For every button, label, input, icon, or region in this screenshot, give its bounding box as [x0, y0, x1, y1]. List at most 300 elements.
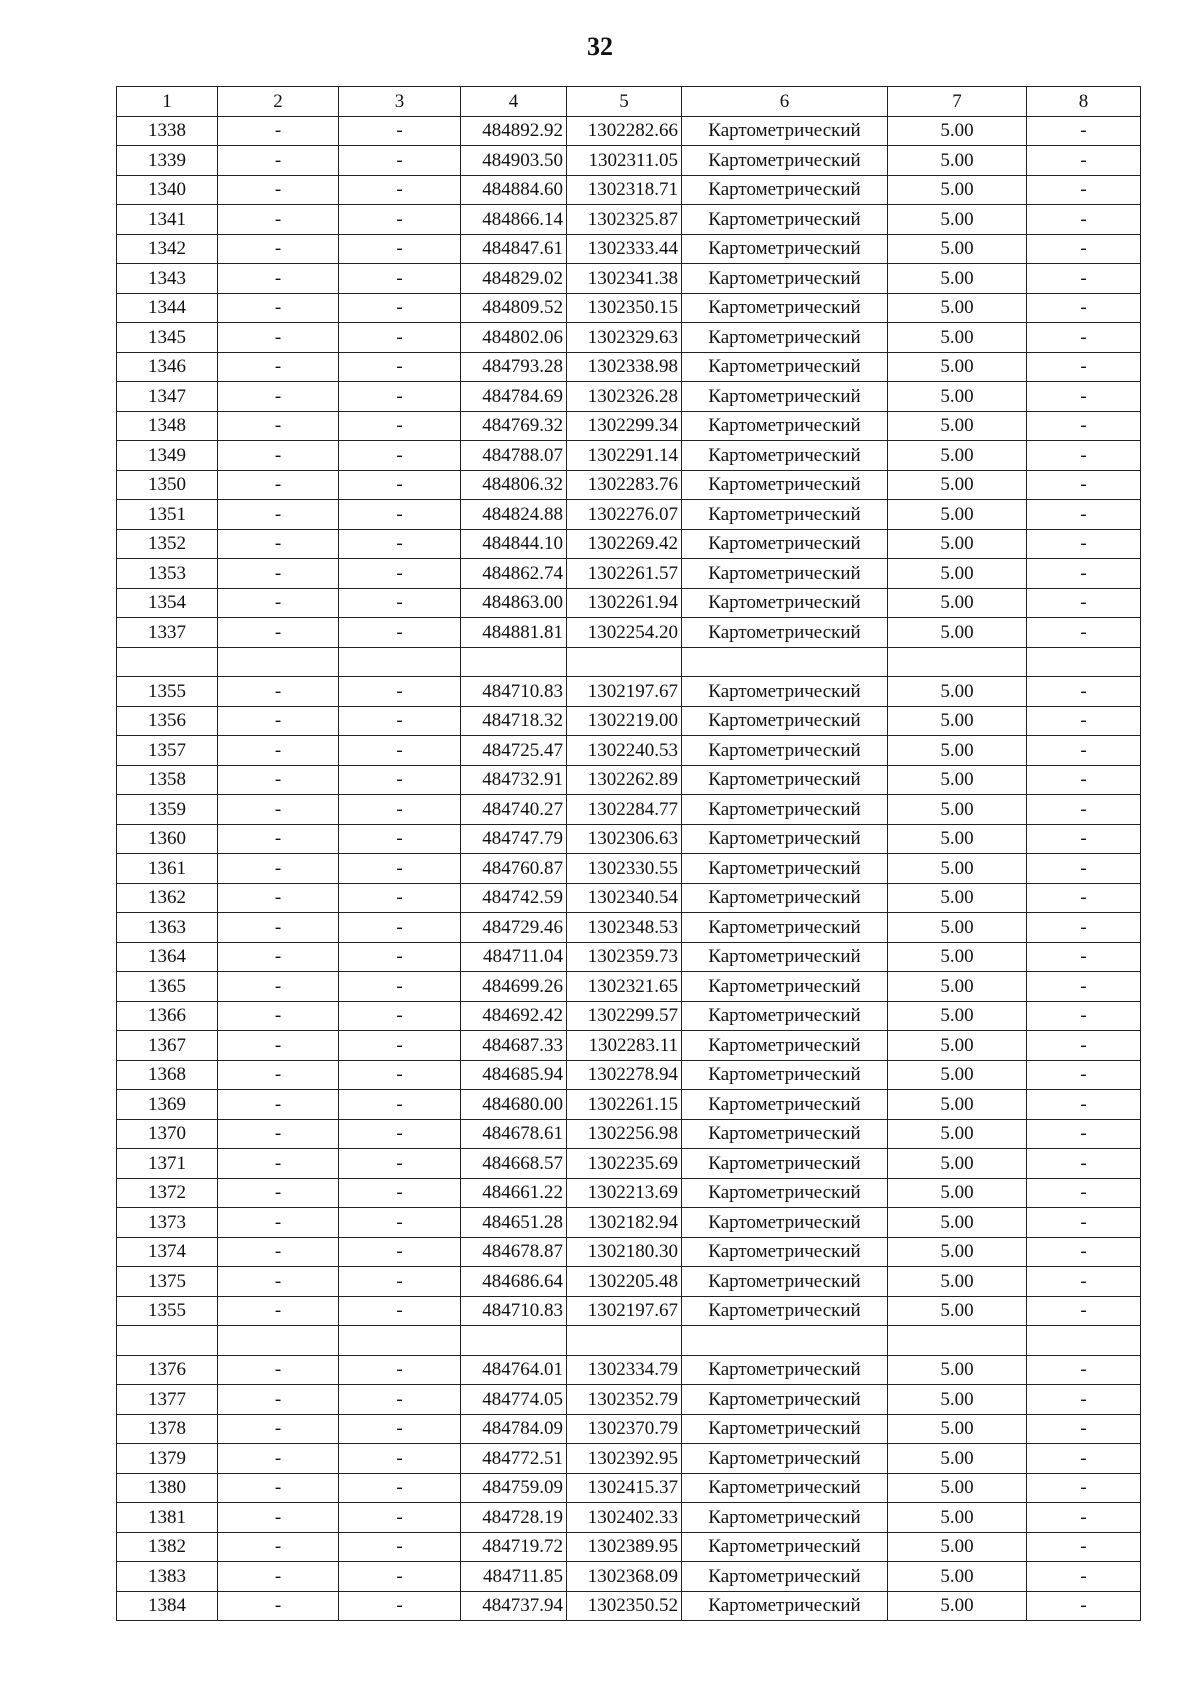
table-row [117, 323, 1141, 353]
point-number: 1338 [117, 116, 218, 146]
col-8-value: - [1027, 1090, 1141, 1120]
y-coordinate: 1302389.95 [567, 1532, 682, 1562]
col-2-value: - [218, 1149, 339, 1179]
col-2-value: - [218, 293, 339, 323]
point-number: 1378 [117, 1414, 218, 1444]
col-3-value: - [339, 736, 461, 766]
table-row [117, 1237, 1141, 1267]
col-8-value: - [1027, 382, 1141, 412]
col-3-value: - [339, 352, 461, 382]
point-number: 1339 [117, 146, 218, 176]
col-8-value: - [1027, 618, 1141, 648]
method: Картометрический [682, 1001, 888, 1031]
point-number: 1343 [117, 264, 218, 294]
accuracy: 5.00 [888, 1414, 1027, 1444]
x-coordinate: 484866.14 [461, 205, 567, 235]
point-number: 1355 [117, 1296, 218, 1326]
method: Картометрический [682, 618, 888, 648]
y-coordinate: 1302213.69 [567, 1178, 682, 1208]
y-coordinate: 1302325.87 [567, 205, 682, 235]
y-coordinate: 1302334.79 [567, 1355, 682, 1385]
col-3-value: - [339, 1562, 461, 1592]
x-coordinate: 484809.52 [461, 293, 567, 323]
method: Картометрический [682, 559, 888, 589]
point-number: 1363 [117, 913, 218, 943]
method [682, 647, 888, 677]
col-3-value: - [339, 175, 461, 205]
x-coordinate: 484802.06 [461, 323, 567, 353]
col-3-value: - [339, 824, 461, 854]
method: Картометрический [682, 323, 888, 353]
y-coordinate: 1302321.65 [567, 972, 682, 1002]
x-coordinate: 484788.07 [461, 441, 567, 471]
col-2-value: - [218, 824, 339, 854]
accuracy: 5.00 [888, 1090, 1027, 1120]
x-coordinate: 484678.87 [461, 1237, 567, 1267]
table-row [117, 1591, 1141, 1621]
y-coordinate: 1302256.98 [567, 1119, 682, 1149]
point-number: 1364 [117, 942, 218, 972]
method: Картометрический [682, 175, 888, 205]
coordinates-table [116, 86, 1141, 1621]
accuracy: 5.00 [888, 470, 1027, 500]
x-coordinate: 484784.69 [461, 382, 567, 412]
col-8-value: - [1027, 913, 1141, 943]
method: Картометрический [682, 382, 888, 412]
table-row [117, 972, 1141, 1002]
method: Картометрический [682, 1237, 888, 1267]
col-8-value: - [1027, 1591, 1141, 1621]
col-2-value: - [218, 1060, 339, 1090]
accuracy: 5.00 [888, 1562, 1027, 1592]
accuracy: 5.00 [888, 175, 1027, 205]
col-8-value: - [1027, 1532, 1141, 1562]
x-coordinate: 484747.79 [461, 824, 567, 854]
point-number: 1371 [117, 1149, 218, 1179]
col-2-value: - [218, 736, 339, 766]
col-2-value: - [218, 1178, 339, 1208]
x-coordinate: 484692.42 [461, 1001, 567, 1031]
col-2-value [218, 647, 339, 677]
method: Картометрический [682, 1503, 888, 1533]
col-2-value: - [218, 470, 339, 500]
col-3-value: - [339, 1237, 461, 1267]
table-row [117, 1473, 1141, 1503]
method: Картометрический [682, 1296, 888, 1326]
method: Картометрический [682, 913, 888, 943]
table-row [117, 1090, 1141, 1120]
table-row [117, 559, 1141, 589]
y-coordinate: 1302180.30 [567, 1237, 682, 1267]
x-coordinate: 484884.60 [461, 175, 567, 205]
y-coordinate: 1302283.76 [567, 470, 682, 500]
col-2-value: - [218, 1119, 339, 1149]
y-coordinate: 1302197.67 [567, 1296, 682, 1326]
method: Картометрический [682, 824, 888, 854]
col-8-value: - [1027, 529, 1141, 559]
col-3-value: - [339, 146, 461, 176]
col-8-value: - [1027, 1178, 1141, 1208]
method: Картометрический [682, 765, 888, 795]
col-8-value: - [1027, 588, 1141, 618]
method: Картометрический [682, 1208, 888, 1238]
header-row [117, 87, 1141, 117]
x-coordinate: 484862.74 [461, 559, 567, 589]
accuracy: 5.00 [888, 1237, 1027, 1267]
point-number: 1376 [117, 1355, 218, 1385]
col-3-value: - [339, 470, 461, 500]
y-coordinate: 1302205.48 [567, 1267, 682, 1297]
y-coordinate: 1302261.57 [567, 559, 682, 589]
col-8-value: - [1027, 1001, 1141, 1031]
accuracy: 5.00 [888, 441, 1027, 471]
col-2-value: - [218, 942, 339, 972]
table-row [117, 411, 1141, 441]
col-3-value: - [339, 1267, 461, 1297]
point-number: 1362 [117, 883, 218, 913]
table-row [117, 1444, 1141, 1474]
x-coordinate: 484806.32 [461, 470, 567, 500]
col-3-value: - [339, 1444, 461, 1474]
col-2-value: - [218, 411, 339, 441]
x-coordinate: 484678.61 [461, 1119, 567, 1149]
table-row [117, 824, 1141, 854]
y-coordinate: 1302299.57 [567, 1001, 682, 1031]
col-3-value: - [339, 913, 461, 943]
x-coordinate: 484687.33 [461, 1031, 567, 1061]
method: Картометрический [682, 677, 888, 707]
y-coordinate: 1302370.79 [567, 1414, 682, 1444]
col-8-value: - [1027, 1060, 1141, 1090]
x-coordinate: 484793.28 [461, 352, 567, 382]
x-coordinate: 484737.94 [461, 1591, 567, 1621]
point-number: 1359 [117, 795, 218, 825]
x-coordinate: 484718.32 [461, 706, 567, 736]
col-3-value: - [339, 1532, 461, 1562]
table-row [117, 1149, 1141, 1179]
table-row [117, 1355, 1141, 1385]
x-coordinate [461, 1326, 567, 1356]
col-2-value: - [218, 1267, 339, 1297]
y-coordinate: 1302341.38 [567, 264, 682, 294]
accuracy: 5.00 [888, 559, 1027, 589]
col-8-value: - [1027, 1355, 1141, 1385]
col-8-value: - [1027, 736, 1141, 766]
point-number: 1381 [117, 1503, 218, 1533]
col-3-value: - [339, 1001, 461, 1031]
col-3-value: - [339, 1296, 461, 1326]
point-number: 1377 [117, 1385, 218, 1415]
col-3-value: - [339, 293, 461, 323]
x-coordinate: 484742.59 [461, 883, 567, 913]
x-coordinate: 484764.01 [461, 1355, 567, 1385]
col-3-value: - [339, 411, 461, 441]
point-number: 1340 [117, 175, 218, 205]
accuracy: 5.00 [888, 795, 1027, 825]
col-8-value: - [1027, 500, 1141, 530]
y-coordinate: 1302338.98 [567, 352, 682, 382]
point-number: 1344 [117, 293, 218, 323]
col-3-value: - [339, 765, 461, 795]
table-row [117, 116, 1141, 146]
col-2-value: - [218, 352, 339, 382]
x-coordinate: 484685.94 [461, 1060, 567, 1090]
point-number: 1342 [117, 234, 218, 264]
col-8-value: - [1027, 559, 1141, 589]
col-2-value: - [218, 854, 339, 884]
col-3-value: - [339, 706, 461, 736]
col-2-value: - [218, 1090, 339, 1120]
col-8-value: - [1027, 441, 1141, 471]
y-coordinate: 1302197.67 [567, 677, 682, 707]
point-number: 1360 [117, 824, 218, 854]
x-coordinate [461, 647, 567, 677]
col-8-value: - [1027, 411, 1141, 441]
table-row [117, 234, 1141, 264]
col-2-value: - [218, 1444, 339, 1474]
col-2-value: - [218, 500, 339, 530]
method: Картометрический [682, 500, 888, 530]
col-2-value: - [218, 1001, 339, 1031]
table-row [117, 913, 1141, 943]
method [682, 1326, 888, 1356]
col-8-value: - [1027, 234, 1141, 264]
point-number: 1356 [117, 706, 218, 736]
col-2-value: - [218, 1208, 339, 1238]
y-coordinate: 1302291.14 [567, 441, 682, 471]
accuracy: 5.00 [888, 1119, 1027, 1149]
method: Картометрический [682, 352, 888, 382]
method: Картометрический [682, 736, 888, 766]
y-coordinate: 1302235.69 [567, 1149, 682, 1179]
method: Картометрический [682, 441, 888, 471]
table-row [117, 264, 1141, 294]
y-coordinate: 1302306.63 [567, 824, 682, 854]
x-coordinate: 484774.05 [461, 1385, 567, 1415]
x-coordinate: 484686.64 [461, 1267, 567, 1297]
col-8-value: - [1027, 205, 1141, 235]
col-3-value: - [339, 205, 461, 235]
y-coordinate: 1302402.33 [567, 1503, 682, 1533]
table-row [117, 677, 1141, 707]
table-row [117, 854, 1141, 884]
col-2-value: - [218, 706, 339, 736]
col-8-value: - [1027, 1031, 1141, 1061]
table-row [117, 618, 1141, 648]
point-number: 1348 [117, 411, 218, 441]
col-8-value [1027, 1326, 1141, 1356]
col-3-value: - [339, 1060, 461, 1090]
accuracy: 5.00 [888, 1001, 1027, 1031]
column-header: 7 [888, 87, 1027, 117]
col-3-value: - [339, 264, 461, 294]
col-2-value: - [218, 795, 339, 825]
x-coordinate: 484824.88 [461, 500, 567, 530]
col-3-value: - [339, 529, 461, 559]
col-2-value: - [218, 116, 339, 146]
table-row [117, 352, 1141, 382]
x-coordinate: 484847.61 [461, 234, 567, 264]
table-row [117, 1060, 1141, 1090]
point-number [117, 1326, 218, 1356]
y-coordinate: 1302368.09 [567, 1562, 682, 1592]
method: Картометрический [682, 411, 888, 441]
accuracy: 5.00 [888, 1208, 1027, 1238]
table-row [117, 588, 1141, 618]
method: Картометрический [682, 972, 888, 1002]
col-8-value: - [1027, 1414, 1141, 1444]
col-3-value: - [339, 116, 461, 146]
col-2-value: - [218, 264, 339, 294]
point-number: 1345 [117, 323, 218, 353]
method: Картометрический [682, 1119, 888, 1149]
col-3-value: - [339, 1503, 461, 1533]
column-header: 3 [339, 87, 461, 117]
col-8-value: - [1027, 1562, 1141, 1592]
y-coordinate: 1302392.95 [567, 1444, 682, 1474]
method: Картометрический [682, 883, 888, 913]
x-coordinate: 484651.28 [461, 1208, 567, 1238]
col-3-value [339, 647, 461, 677]
x-coordinate: 484829.02 [461, 264, 567, 294]
x-coordinate: 484863.00 [461, 588, 567, 618]
accuracy: 5.00 [888, 706, 1027, 736]
column-header: 8 [1027, 87, 1141, 117]
table-row [117, 441, 1141, 471]
method: Картометрический [682, 234, 888, 264]
col-3-value: - [339, 1178, 461, 1208]
x-coordinate: 484719.72 [461, 1532, 567, 1562]
accuracy: 5.00 [888, 1385, 1027, 1415]
col-8-value: - [1027, 706, 1141, 736]
y-coordinate: 1302278.94 [567, 1060, 682, 1090]
point-number: 1367 [117, 1031, 218, 1061]
col-8-value: - [1027, 1473, 1141, 1503]
y-coordinate [567, 647, 682, 677]
col-8-value: - [1027, 854, 1141, 884]
y-coordinate: 1302261.15 [567, 1090, 682, 1120]
method: Картометрический [682, 116, 888, 146]
method: Картометрический [682, 1532, 888, 1562]
y-coordinate: 1302182.94 [567, 1208, 682, 1238]
x-coordinate: 484711.04 [461, 942, 567, 972]
accuracy: 5.00 [888, 942, 1027, 972]
col-8-value: - [1027, 795, 1141, 825]
point-number: 1384 [117, 1591, 218, 1621]
accuracy: 5.00 [888, 382, 1027, 412]
col-2-value: - [218, 1503, 339, 1533]
col-3-value: - [339, 1119, 461, 1149]
point-number: 1357 [117, 736, 218, 766]
col-2-value: - [218, 1237, 339, 1267]
col-3-value: - [339, 618, 461, 648]
table-row [117, 1532, 1141, 1562]
col-2-value: - [218, 1473, 339, 1503]
method: Картометрический [682, 1473, 888, 1503]
accuracy: 5.00 [888, 1178, 1027, 1208]
accuracy: 5.00 [888, 146, 1027, 176]
col-3-value: - [339, 1149, 461, 1179]
col-2-value: - [218, 1591, 339, 1621]
x-coordinate: 484769.32 [461, 411, 567, 441]
y-coordinate: 1302254.20 [567, 618, 682, 648]
col-8-value: - [1027, 765, 1141, 795]
x-coordinate: 484740.27 [461, 795, 567, 825]
table-row [117, 1385, 1141, 1415]
x-coordinate: 484903.50 [461, 146, 567, 176]
point-number: 1355 [117, 677, 218, 707]
x-coordinate: 484784.09 [461, 1414, 567, 1444]
point-number: 1370 [117, 1119, 218, 1149]
accuracy: 5.00 [888, 1473, 1027, 1503]
accuracy: 5.00 [888, 1149, 1027, 1179]
table-row [117, 1178, 1141, 1208]
table-row [117, 293, 1141, 323]
col-8-value: - [1027, 470, 1141, 500]
col-2-value: - [218, 382, 339, 412]
accuracy: 5.00 [888, 323, 1027, 353]
col-2-value: - [218, 588, 339, 618]
method: Картометрический [682, 1149, 888, 1179]
point-number: 1350 [117, 470, 218, 500]
accuracy: 5.00 [888, 913, 1027, 943]
y-coordinate: 1302350.52 [567, 1591, 682, 1621]
col-2-value: - [218, 618, 339, 648]
point-number: 1353 [117, 559, 218, 589]
point-number [117, 647, 218, 677]
column-header: 6 [682, 87, 888, 117]
col-3-value: - [339, 382, 461, 412]
point-number: 1380 [117, 1473, 218, 1503]
col-3-value: - [339, 1591, 461, 1621]
col-3-value: - [339, 500, 461, 530]
table-row [117, 470, 1141, 500]
point-number: 1346 [117, 352, 218, 382]
x-coordinate: 484760.87 [461, 854, 567, 884]
accuracy [888, 1326, 1027, 1356]
accuracy: 5.00 [888, 1060, 1027, 1090]
point-number: 1366 [117, 1001, 218, 1031]
col-2-value: - [218, 441, 339, 471]
table-row [117, 205, 1141, 235]
accuracy: 5.00 [888, 1591, 1027, 1621]
y-coordinate: 1302359.73 [567, 942, 682, 972]
col-8-value: - [1027, 175, 1141, 205]
col-3-value: - [339, 1031, 461, 1061]
method: Картометрический [682, 588, 888, 618]
table-row [117, 382, 1141, 412]
accuracy: 5.00 [888, 264, 1027, 294]
table-row [117, 883, 1141, 913]
method: Картометрический [682, 1090, 888, 1120]
table-row [117, 529, 1141, 559]
accuracy: 5.00 [888, 1532, 1027, 1562]
col-3-value [339, 1326, 461, 1356]
point-number: 1379 [117, 1444, 218, 1474]
table-row [117, 175, 1141, 205]
table-row [117, 1208, 1141, 1238]
point-number: 1347 [117, 382, 218, 412]
y-coordinate: 1302219.00 [567, 706, 682, 736]
col-3-value: - [339, 323, 461, 353]
point-number: 1373 [117, 1208, 218, 1238]
method: Картометрический [682, 1178, 888, 1208]
col-8-value: - [1027, 883, 1141, 913]
col-2-value: - [218, 234, 339, 264]
col-3-value: - [339, 795, 461, 825]
point-number: 1361 [117, 854, 218, 884]
accuracy: 5.00 [888, 1444, 1027, 1474]
